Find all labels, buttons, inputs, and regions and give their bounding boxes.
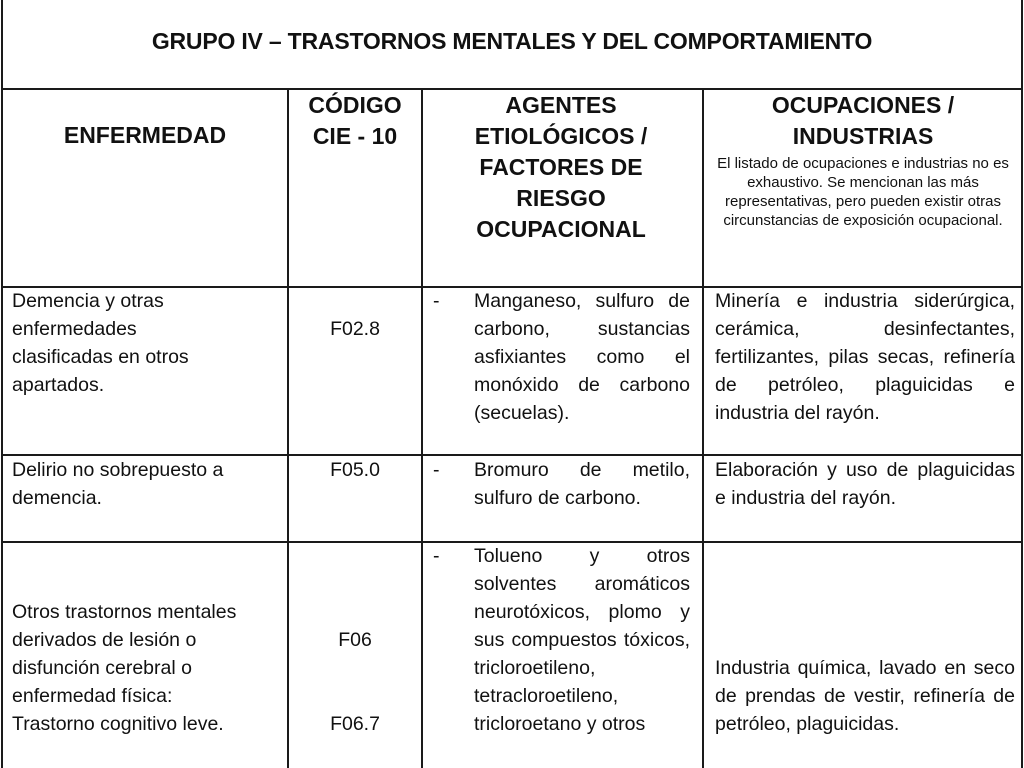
header-ocupaciones-note: El listado de ocupaciones e industrias no es exhaustivo. Se mencionan las más representativas, pero pueden existir otras circunstancias de exposición ocupacional. [717,155,1009,229]
row2-enfermedad: Delirio no sobrepuesto a demencia. [12,459,224,509]
column-divider-1 [287,88,289,768]
column-divider-2 [421,88,423,768]
row3-enfermedad-sub: Trastorno cognitivo leve. [12,713,224,735]
row2-bullet: - [433,459,440,481]
row3-bullet: - [433,545,440,567]
header-codigo: CÓDIGO CIE - 10 [308,92,402,149]
table-border-left [1,0,3,768]
table-title: GRUPO IV – TRASTORNOS MENTALES Y DEL COMPORTAMIENTO [151,28,873,54]
header-ocupaciones-label: OCUPACIONES / INDUSTRIAS [771,92,955,149]
row3-codigo-sub: F06.7 [330,713,380,735]
row1-enfermedad: Demencia y otras enfermedades clasificadas en otros apartados. [12,290,189,396]
row2-agentes: Bromuro de metilo, sulfuro de carbono. [474,459,690,509]
row3-enfermedad: Otros trastornos mentales derivados de lesión o disfunción cerebral o enfermedad física: [12,601,237,707]
table-border-right [1021,0,1023,768]
column-divider-3 [702,88,704,768]
header-enfermedad: ENFERMEDAD [63,122,227,148]
row1-agentes: Manganeso, sulfuro de carbono, sustancias asfixiantes como el monóxido de carbono (secuelas). [474,290,690,424]
row1-ocupaciones: Minería e industria siderúrgica, cerámica, desinfectantes, fertilizantes, pilas secas, refinería de petróleo, plaguicidas e industria del rayón. [715,290,1015,424]
header-ocupaciones [710,90,1016,230]
header-agentes: AGENTES ETIOLÓGICOS / FACTORES DE RIESGO OCUPACIONAL [474,92,648,242]
row2-codigo: F05.0 [330,459,380,481]
row1-codigo: F02.8 [330,318,380,340]
row3-agentes: Tolueno y otros solventes aromáticos neurotóxicos, plomo y sus compuestos tóxicos, tricloroetileno, tetracloroetileno, tricloroetano y otros [474,545,690,735]
row1-bullet: - [433,290,440,312]
row2-ocupaciones: Elaboración y uso de plaguicidas e industria del rayón. [715,459,1015,509]
row3-ocupaciones: Industria química, lavado en seco de prendas de vestir, refinería de petróleo, plaguicidas. [715,657,1015,735]
row3-codigo: F06 [338,629,372,651]
